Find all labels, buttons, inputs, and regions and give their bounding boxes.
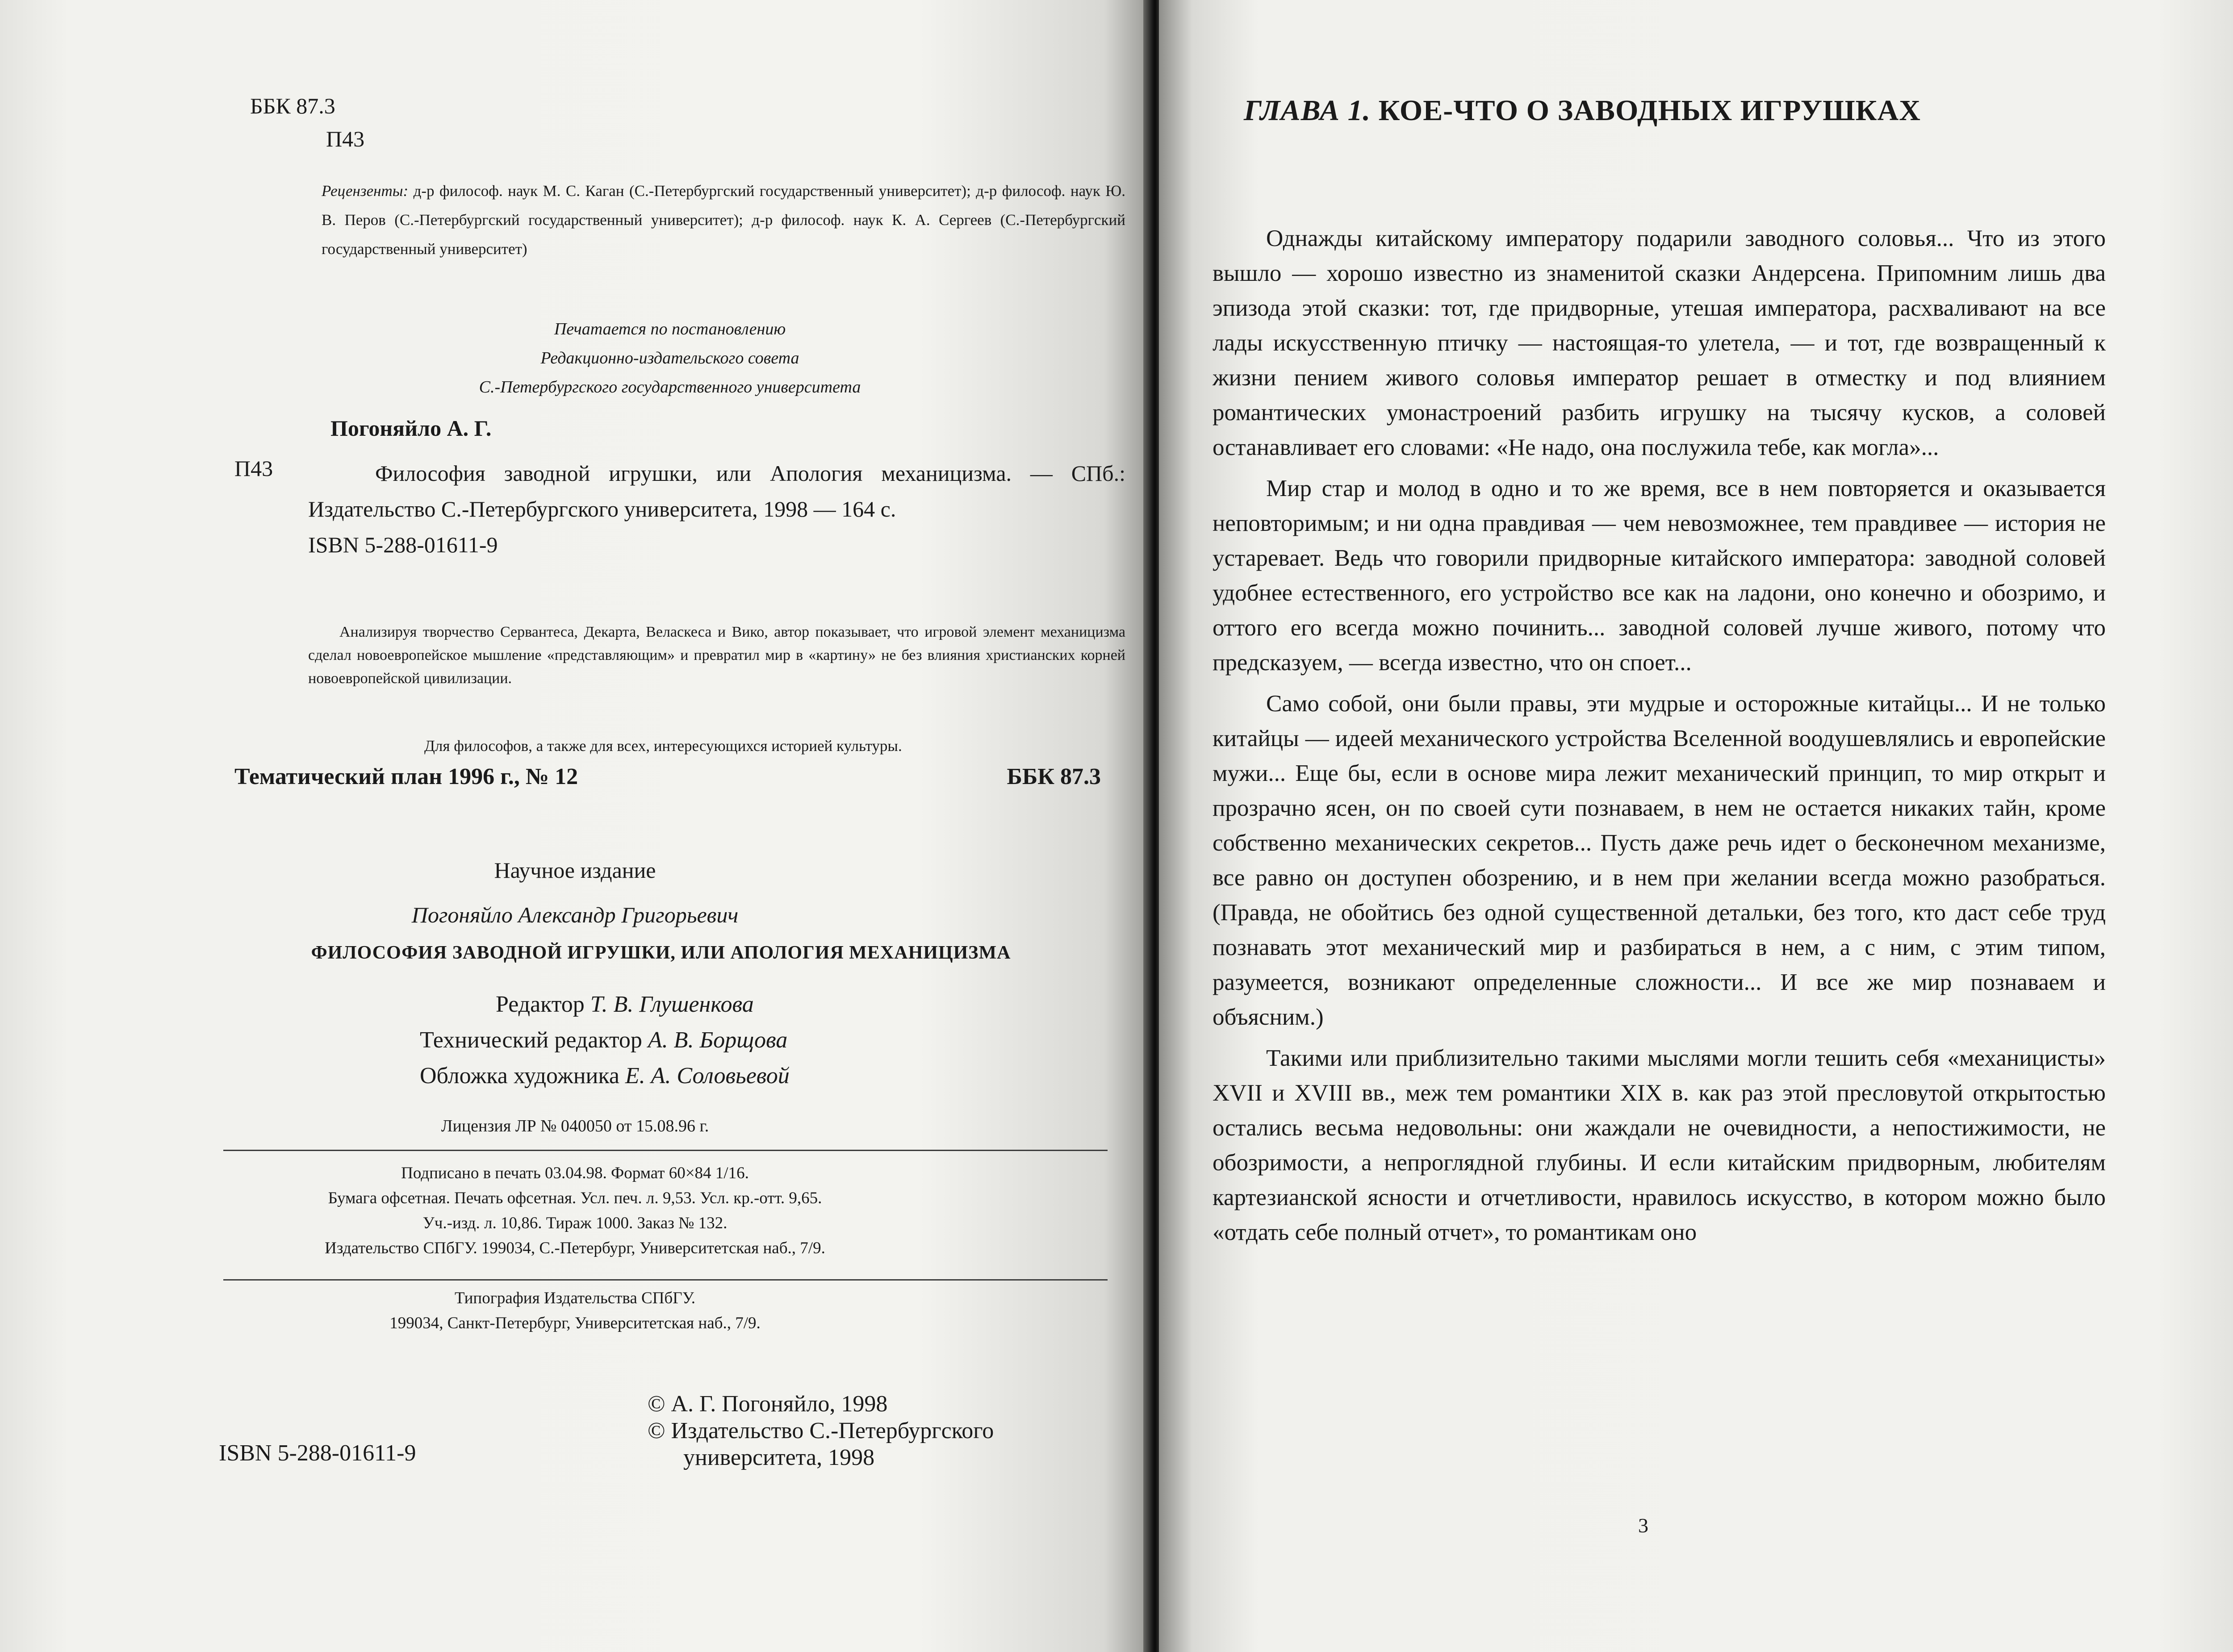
editor-name: Т. В. Глушенкова xyxy=(590,992,754,1017)
book-title: ФИЛОСОФИЯ ЗАВОДНОЙ ИГРУШКИ, ИЛИ АПОЛОГИЯ МЕХАНИЦИЗМА xyxy=(311,943,1011,963)
print-line-4: Издательство СПбГУ. 199034, С.-Петербург, Университетская наб., 7/9. xyxy=(325,1239,825,1257)
author-heading: Погоняйло А. Г. xyxy=(330,416,492,441)
thematic-plan: Тематический план 1996 г., № 12 xyxy=(234,764,578,789)
tech-editor-credit xyxy=(420,1022,790,1058)
tech-editor-role: Технический редактор xyxy=(420,1027,642,1053)
bbk-plan: ББК 87.3 xyxy=(1007,764,1101,789)
credits xyxy=(420,987,790,1094)
author-code: П43 xyxy=(234,456,273,481)
bbk-top: ББК 87.3 xyxy=(250,93,335,118)
print-details xyxy=(0,1161,1150,1261)
chapter-label: ГЛАВА 1. xyxy=(1244,94,1371,127)
editor-role: Редактор xyxy=(496,992,585,1017)
copyright-block xyxy=(648,1391,994,1471)
chapter-title: КОЕ-ЧТО О ЗАВОДНЫХ ИГРУШКАХ xyxy=(1378,94,1921,127)
typo-line-1: Типография Издательства СПбГУ. xyxy=(454,1289,696,1307)
edition-type: Научное издание xyxy=(494,858,656,883)
reviewers-note xyxy=(322,176,1125,263)
printing-house xyxy=(0,1286,1150,1336)
cover-credit xyxy=(420,1058,790,1094)
resolution-line-1: Печатается по постановлению xyxy=(554,320,786,338)
resolution-line-2: Редакционно-издательского совета xyxy=(540,349,799,367)
copyright-author: © А. Г. Погоняйло, 1998 xyxy=(648,1391,888,1417)
body-paragraph: Само собой, они были правы, эти мудрые и осторожные китайцы... И не только китайцы — идеей механического устройства Вселенной воодушевлялись и европейские мужи... Еще бы, если в основе мира лежит механический принцип, то мир открыт и прозрачно ясен, он по своей сути познаваем, в нем не остается никаких тайн, кроме собственно механических секретов... Пусть даже речь идет о бесконечном механизме, все равно он доступен обозрению, и в нем при желании всегда можно разобраться. (Правда, не обойтись без одной существенной детальки, без того, кто даст себе труд познавать этот механический мир и разбираться в нем, а с ним, с этим типом, разумеется, возникают определенные сложности... И все же мир познаваем и объясним.) xyxy=(1213,691,2106,1030)
divider-rule xyxy=(223,1279,1108,1281)
bib-isbn: ISBN 5-288-01611-9 xyxy=(308,532,498,557)
isbn-bottom: ISBN 5-288-01611-9 xyxy=(219,1440,416,1466)
chapter-heading xyxy=(1244,94,1921,128)
print-line-1: Подписано в печать 03.04.98. Формат 60×84 1/16. xyxy=(401,1164,749,1182)
print-line-2: Бумага офсетная. Печать офсетная. Усл. печ. л. 9,53. Усл. кр.-отт. 9,65. xyxy=(328,1189,822,1207)
chapter-body xyxy=(1213,221,2106,1250)
body-paragraph: Мир стар и молод в одно и то же время, все в нем повторяется и оказывается неповторимым; и ни одна правдивая — чем невозможнее, тем правдивее — история не устаревает. Ведь что говорили придворные китайского императора: заводной соловей удобнее естественного, его устройство все как на ладони, оно конечно и обозримо, и оттого его всегда можно починить... заводной соловей лучше живого, потому что предсказуем, — всегда известно, что он споет... xyxy=(1213,476,2106,676)
body-paragraph: Такими или приблизительно такими мыслями могли тешить себя «механицисты» XVII и XVIII вв., меж тем романтики XIX в. как раз этой пресловутой открытостью остались весьма недовольны: они жаждали не очевидности, а непостижимости, не обозримости, а непроглядной глубины. И если китайским придворным, любителям картезианской ясности и отчетливости, нравилось искусство, в котором можно было «отдать себе полный отчет», то романтикам оно xyxy=(1213,1045,2106,1245)
typo-line-2: 199034, Санкт-Петербург, Университетская наб., 7/9. xyxy=(389,1314,761,1332)
reviewers-text: д-р философ. наук М. С. Каган (С.-Петербургский государственный университет); д-р философ. наук Ю. В. Перов (С.-Петербургский государственный университет); д-р философ. наук К. А. Сергеев (С.-Петербургский государственный университет) xyxy=(322,182,1126,258)
print-resolution xyxy=(313,315,1027,402)
thematic-plan-row xyxy=(234,763,1101,790)
audience-note: Для философов, а также для всех, интересующихся историей культуры. xyxy=(424,737,902,755)
cover-role: Обложка художника xyxy=(420,1063,619,1089)
reviewers-label: Рецензенты: xyxy=(322,182,409,200)
author-code-top: П43 xyxy=(326,126,365,151)
annotation: Анализируя творчество Сервантеса, Декарта, Веласкеса и Вико, автор показывает, что игровой элемент механицизма сделал новоевропейское мышление «представляющим» и превратил мир в «картину» не без влияния христианских корней новоевропейской цивилизации. xyxy=(308,624,1125,687)
editor-credit xyxy=(420,987,790,1022)
divider-rule xyxy=(223,1150,1108,1151)
page-number: 3 xyxy=(1638,1514,1648,1537)
cover-artist-name: Е. А. Соловьевой xyxy=(625,1063,790,1089)
tech-editor-name: А. В. Борщова xyxy=(648,1027,788,1053)
body-paragraph: Однажды китайскому императору подарили заводного соловья... Что из этого вышло — хорошо известно из знаменитой сказки Андерсена. Припомним лишь два эпизода этой сказки: тот, где придворные, утешая императора, расхваливают на все лады искусственную птичку — настоящая-то улетела, — и тот, где возвращенный к жизни пением живого соловья император решает в отместку и под влиянием романтических умонастроений разбить игрушку на тысячу кусков, а соловей останавливает его словами: «Не надо, она послужила тебе, как могла»... xyxy=(1213,225,2106,460)
author-full-name: Погоняйло Александр Григорьевич xyxy=(411,902,739,927)
print-line-3: Уч.-изд. л. 10,86. Тираж 1000. Заказ № 132. xyxy=(422,1214,728,1232)
bib-description: Философия заводной игрушки, или Апология механицизма. — СПб.: Издательство С.-Петербургского университета, 1998 — 164 с. xyxy=(308,461,1125,521)
copyright-publisher-cont: университета, 1998 xyxy=(683,1445,875,1470)
copyright-publisher: © Издательство С.-Петербургского xyxy=(648,1418,994,1443)
resolution-line-3: С.-Петербургского государственного университета xyxy=(479,378,861,396)
bbk-code-block xyxy=(250,89,364,155)
bibliographic-entry xyxy=(308,455,1125,563)
license-line: Лицензия ЛР № 040050 от 15.08.96 г. xyxy=(441,1117,709,1135)
